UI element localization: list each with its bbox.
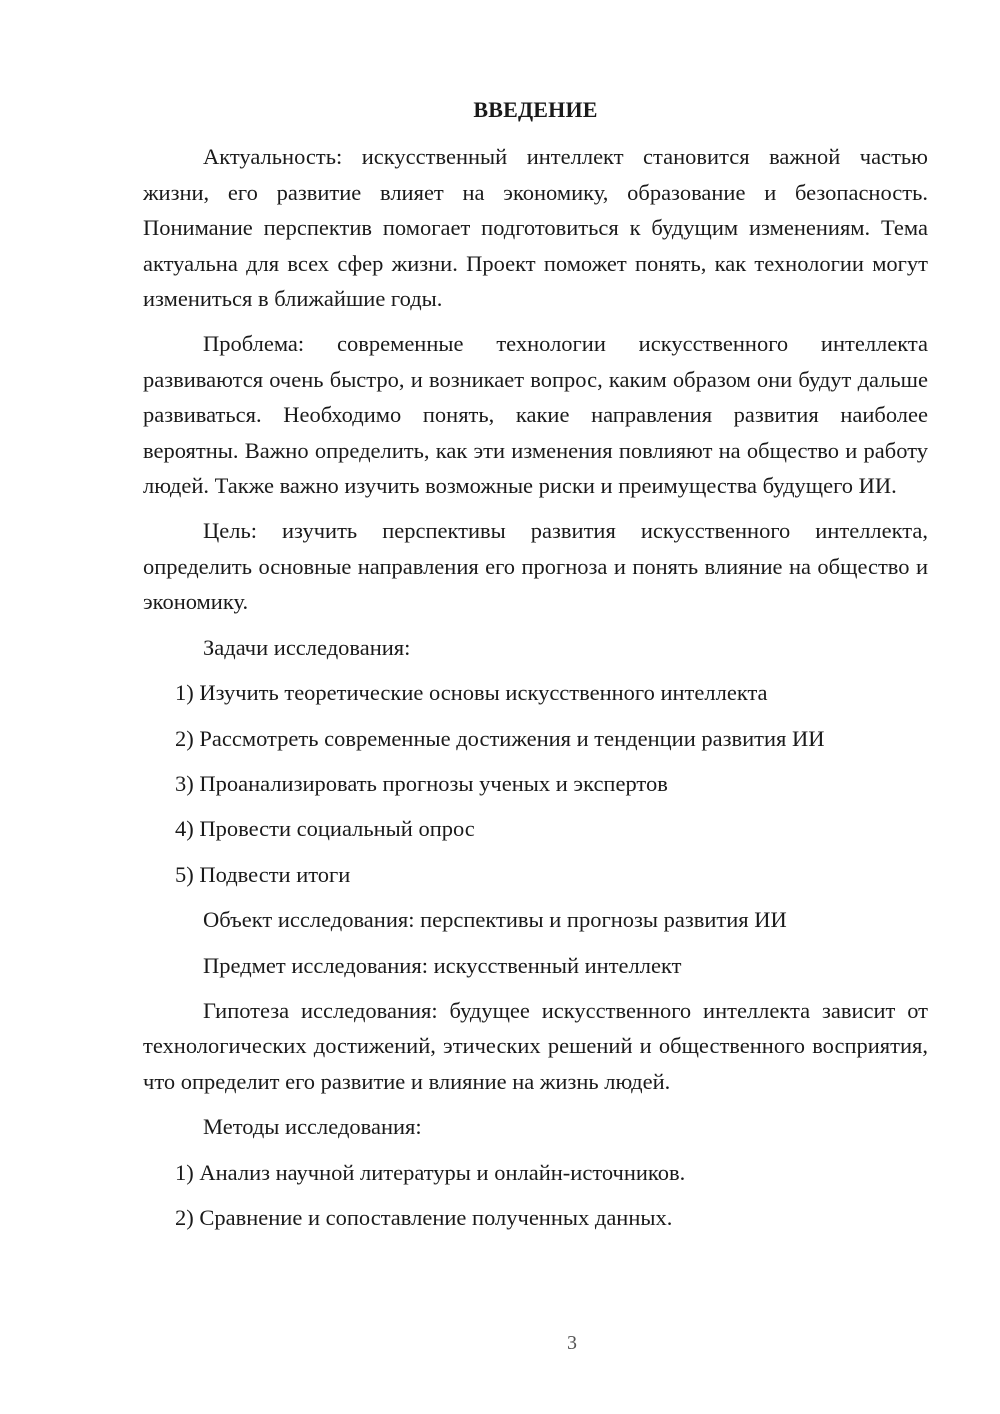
method-item: 1) Анализ научной литературы и онлайн-источников. bbox=[175, 1159, 686, 1185]
relevance-paragraph: Актуальность: искусственный интеллект становится важной частью жизни, его развитие влияет на экономику, образование и безопасность. Понимание перспектив помогает подготовиться к будущим изменениям. Тема актуальна для всех сфер жизни. Проект поможет понять, как технологии могут измениться в ближайшие годы. bbox=[143, 144, 928, 312]
method-item: 2) Сравнение и сопоставление полученных данных. bbox=[175, 1204, 673, 1230]
task-item: 4) Провести социальный опрос bbox=[175, 816, 475, 842]
tasks-label: Задачи исследования: bbox=[203, 634, 411, 660]
task-item: 1) Изучить теоретические основы искусственного интеллекта bbox=[175, 680, 768, 706]
hypothesis-paragraph: Гипотеза исследования: будущее искусственного интеллекта зависит от технологических достижений, этических решений и общественного восприятия, что определит его развитие и влияние на жизнь людей. bbox=[143, 997, 928, 1094]
task-item: 2) Рассмотреть современные достижения и тенденции развития ИИ bbox=[175, 725, 825, 751]
page-content bbox=[143, 92, 928, 1245]
problem-paragraph: Проблема: современные технологии искусственного интеллекта развиваются очень быстро, и возникает вопрос, каким образом они будут дальше развиваться. Необходимо понять, какие направления развития наиболее вероятны. Важно определить, как эти изменения повлияют на общество и работу людей. Также важно изучить возможные риски и преимущества будущего ИИ. bbox=[143, 331, 928, 499]
task-item: 3) Проанализировать прогнозы ученых и экспертов bbox=[175, 770, 668, 796]
task-item: 5) Подвести итоги bbox=[175, 861, 351, 887]
goal-paragraph: Цель: изучить перспективы развития искусственного интеллекта, определить основные направления его прогноза и понять влияние на общество и экономику. bbox=[143, 518, 928, 615]
subject-line: Предмет исследования: искусственный интеллект bbox=[203, 952, 682, 978]
page-number: 3 bbox=[567, 1332, 577, 1354]
object-line: Объект исследования: перспективы и прогнозы развития ИИ bbox=[203, 907, 787, 933]
methods-label: Методы исследования: bbox=[203, 1114, 422, 1140]
section-heading: ВВЕДЕНИЕ bbox=[473, 97, 598, 122]
